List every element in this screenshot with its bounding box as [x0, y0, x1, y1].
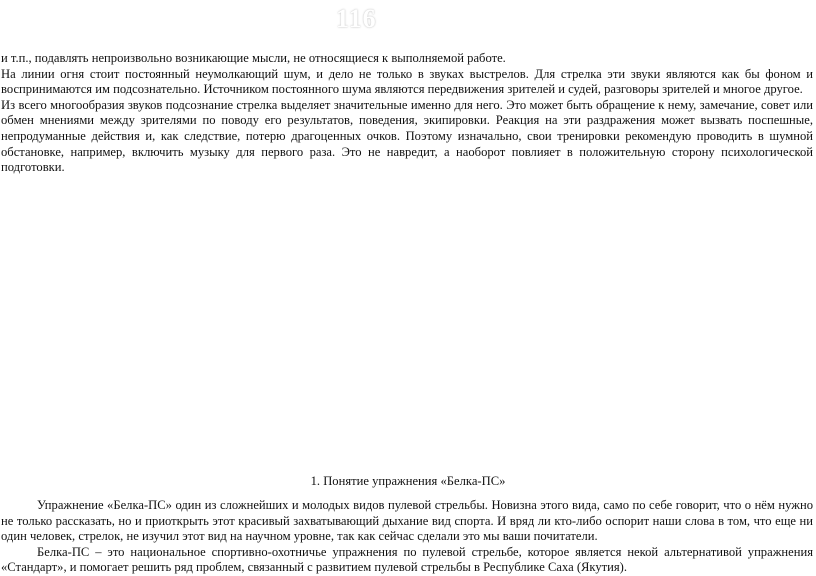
paragraph-exercise-definition: Белка-ПС – это национальное спортивно-охотничье упражнения по пулевой стрельбе, которое является некой альтернативой упражнения «Стандарт», и помогает решить ряд проблем, связанный с развитием пулевой стрельбы в Республике Саха (Якутия). [1, 544, 813, 575]
paragraph-noise: На линии огня стоит постоянный неумолкающий шум, и дело не только в звуках выстрелов. Для стрелка эти звуки являются как бы фоном и воспринимаются им подсознательно. Источником постоянного шума являются передвижения зрителей и судей, разговоры зрителей и многое другое. [1, 66, 813, 97]
page-number-watermark: 116 [336, 4, 377, 33]
paragraph-continuation: и т.п., подавлять непроизвольно возникающие мысли, не относящиеся к выполняемой работе. [1, 51, 506, 65]
section-heading: 1. Понятие упражнения «Белка-ПС» [310, 474, 506, 488]
paragraph-subconscious: Из всего многообразия звуков подсознание стрелка выделяет значительные именно для него. Это может быть обращение к нему, замечание, совет или обмен мнениями между зрителями по поводу его результатов, поведения, экипировки. Реакция на эти раздражения может вызвать поспешные, непродуманные действия и, как следствие, потерю драгоценных очков. Поэтому изначально, свои тренировки рекомендую проводить в шумной обстановке, например, включить музыку для первого раза. Это не навредит, а наоборот повлияет в положительную сторону психологической подготовки. [1, 97, 813, 175]
paragraph-exercise-intro: Упражнение «Белка-ПС» один из сложнейших и молодых видов пулевой стрельбы. Новизна этого вида, само по себе говорит, что о нём нужно не только рассказать, но и приоткрыть этот красивый захватывающий дыхание вид спорта. И вряд ли кто-либо оспорит наши слова в том, что еще ни один человек, стрелок, не изучил этот вид на научном уровне, так как сейчас сделали это мы ваши почитатели. [1, 498, 813, 544]
body-text-bottom [1, 498, 813, 576]
body-text-top [1, 51, 813, 176]
